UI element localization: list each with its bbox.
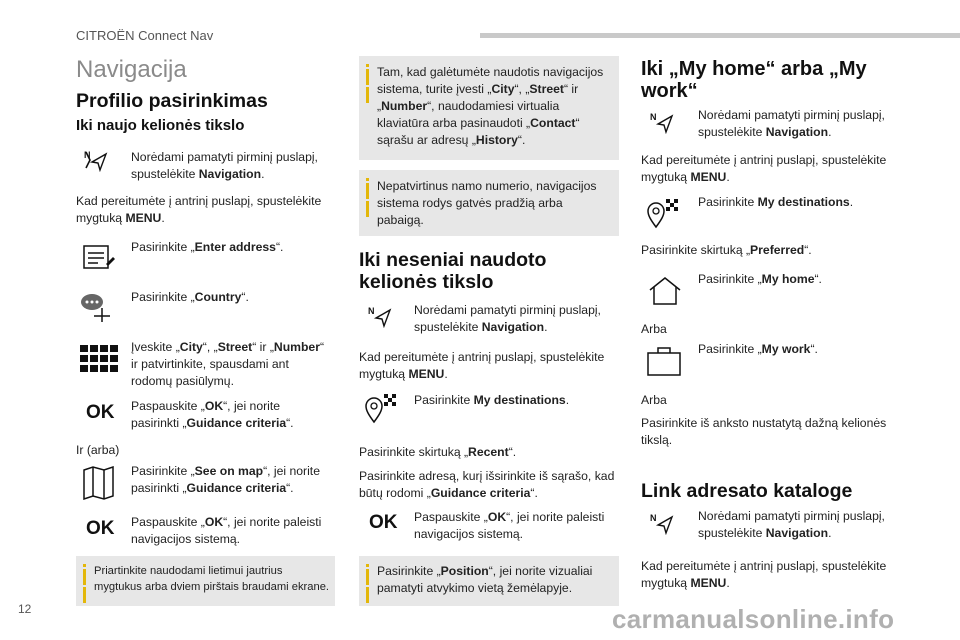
svg-text:N: N [650,112,657,122]
my-destinations-icon [364,392,396,426]
navigation-icon [368,306,392,328]
step-text: Įveskite „City“, „Street“ ir „Number“ ir patvirtinkite, spausdami ant rodomų pasiūlymų. [131,340,325,388]
step-text: Pasirinkite skirtuką „Recent“. [359,445,517,459]
section-heading-home-work: Iki „My home“ arba „My work“ [641,58,867,102]
ok-icon: OK [86,518,115,539]
navigation-icon [84,150,108,172]
home-icon [648,276,682,306]
note-text: Tam, kad galėtumėte naudotis navigacijos sistema, turite įvesti „City“, „Street“ ir „Number“, naudodamiesi virtualia klaviatūra arba pasinaudoti „Contact“ sąrašu ar adresų „History“. [377,65,604,147]
step-text: Paspauskite „OK“, jei norite pasirinkti „Guidance criteria“. [131,399,294,430]
step-text: Pasirinkite iš anksto nustatytą dažną kelionės tikslą. [641,416,887,447]
step-text: Pasirinkite „My work“. [698,342,818,356]
info-icon [366,178,369,219]
info-note [359,56,619,160]
page-number: 12 [18,602,32,616]
country-icon [80,292,114,324]
step-text: Pasirinkite „Enter address“. [131,240,284,254]
step-text: Norėdami pamatyti pirminį puslapį, spustelėkite Navigation. [131,150,318,181]
info-note [359,556,619,606]
section-heading-profile: Profilio pasirinkimas [76,90,268,112]
step-text: Paspauskite „OK“, jei norite paleisti navigacijos sistemą. [414,510,605,541]
step-text: Pasirinkite „My home“. [698,272,822,286]
step-text: Paspauskite „OK“, jei norite paleisti navigacijos sistemą. [131,515,322,546]
section-heading-recent: Iki neseniai naudoto kelionės tikslo [359,249,547,293]
ok-icon: OK [369,512,398,533]
step-text: Norėdami pamatyti pirminį puslapį, spustelėkite Navigation. [698,509,885,540]
subheading-new-destination: Iki naujo kelionės tikslo [76,117,245,134]
info-icon [366,564,369,605]
watermark: carmanualsonline.info [612,604,895,634]
note-text: Pasirinkite „Position“, jei norite vizualiai pamatyti atvykimo vietą žemėlapyje. [377,564,593,595]
step-text: Kad pereitumėte į antrinį puslapį, spustelėkite mygtuką MENU. [641,153,887,184]
step-text: Pasirinkite skirtuką „Preferred“. [641,243,812,257]
ok-icon: OK [86,402,115,423]
step-text: Norėdami pamatyti pirminį puslapį, spustelėkite Navigation. [414,303,601,334]
note-text: Priartinkite naudodami lietimui jautrius mygtukus arba dviem pirštais braudami ekrane. [94,565,330,593]
step-text: Pasirinkite adresą, kurį išsirinkite iš sąrašo, kad būtų rodomi „Guidance criteria“. [359,469,615,500]
step-text: Pasirinkite My destinations. [698,195,854,209]
info-note [359,170,619,236]
svg-text:N: N [84,150,91,160]
keyboard-icon [80,345,118,373]
or-text: Arba [641,322,667,336]
info-icon [83,564,86,605]
info-icon [366,64,369,105]
step-text: Norėdami pamatyti pirminį puslapį, spustelėkite Navigation. [698,108,885,139]
step-text: Kad pereitumėte į antrinį puslapį, spustelėkite mygtuką MENU. [359,350,605,381]
navigation-icon [650,112,674,134]
step-text: Pasirinkite „Country“. [131,290,249,304]
or-text: Ir (arba) [76,443,120,457]
navigation-icon [650,513,674,535]
step-text: Kad pereitumėte į antrinį puslapį, spustelėkite mygtuką MENU. [641,559,887,590]
header-bar [480,33,960,38]
map-icon [82,466,116,500]
note-text: Nepatvirtinus namo numerio, navigacijos sistema rodys gatvės pradžią arba pabaigą. [377,179,597,227]
section-heading-contacts: Link adresato kataloge [641,480,853,502]
step-text: Pasirinkite „See on map“, jei norite pasirinkti „Guidance criteria“. [131,464,320,495]
my-destinations-icon [646,197,678,231]
header-brand: CITROËN Connect Nav [76,28,214,43]
info-note [76,556,335,606]
enter-address-icon [80,242,116,274]
step-text: Pasirinkite My destinations. [414,393,570,407]
or-text: Arba [641,393,667,407]
page-title: Navigacija [76,56,187,83]
work-icon [646,345,682,377]
step-text: Kad pereitumėte į antrinį puslapį, spustelėkite mygtuką MENU. [76,194,322,225]
svg-text:N: N [650,513,657,523]
svg-text:N: N [368,306,375,316]
